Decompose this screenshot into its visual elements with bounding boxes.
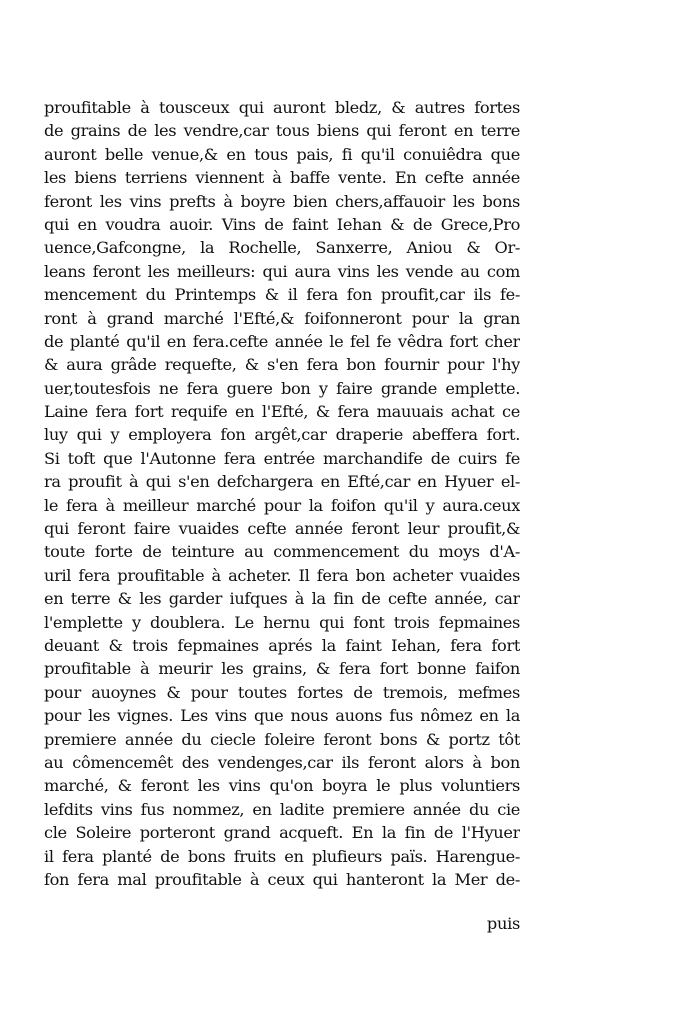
text-line: les biens terriens viennent à baffe vente. En cefte année	[44, 168, 520, 188]
text-line: il fera planté de bons fruits en plufieurs païs. Harengue-	[44, 846, 520, 866]
text-line: premiere année du ciecle foleire feront bons & portz tôt	[44, 729, 520, 749]
text-line: qui en voudra auoir. Vins de faint Iehan & de Grece,Pro	[44, 214, 520, 234]
text-line: cle Soleire porteront grand acqueft. En la fin de l'Hyuer	[44, 823, 520, 843]
text-line: uril fera proufitable à acheter. Il fera bon acheter vuaides	[44, 565, 520, 585]
text-line: Laine fera fort requife en l'Efté, & fera mauuais achat ce	[44, 402, 520, 422]
text-line: qui feront faire vuaides cefte année feront leur proufit,&	[44, 519, 520, 539]
text-line: mencement du Printemps & il fera fon proufit,car ils fe-	[44, 285, 520, 305]
text-line: deuant & trois fepmaines aprés la faint Iehan, fera fort	[44, 635, 520, 655]
text-line: au cômencemêt des vendenges,car ils feront alors à bon	[44, 752, 520, 772]
text-line: ra proufit à qui s'en defchargera en Efté,car en Hyuer el-	[44, 472, 520, 492]
text-line: pour auoynes & pour toutes fortes de tremois, mefmes	[44, 682, 520, 702]
text-line: en terre & les garder iufques à la fin de cefte année, car	[44, 589, 520, 609]
text-line: proufitable à meurir les grains, & fera fort bonne faifon	[44, 659, 520, 679]
text-line: proufitable à tousceux qui auront bledz, & autres fortes	[44, 98, 520, 117]
catchword: puis	[486, 914, 520, 933]
text-line: pour les vignes. Les vins que nous auons fus nômez en la	[44, 706, 520, 726]
text-line: feront les vins prefts à boyre bien chers,affauoir les bons	[44, 191, 520, 211]
text-line: auront belle venue,& en tous pais, fi qu'il conuiêdra que	[44, 144, 520, 164]
text-line: luy qui y employera fon argêt,car draperie abeffera fort.	[44, 425, 520, 445]
text-line: de planté qu'il en fera.cefte année le fel fe vêdra fort cher	[44, 331, 520, 351]
text-line: de grains de les vendre,car tous biens qui feront en terre	[44, 121, 520, 141]
text-line: le fera à meilleur marché pour la foifon qu'il y aura.ceux	[44, 495, 520, 515]
text-line: lefdits vins fus nommez, en ladite premiere année du cie	[44, 799, 520, 819]
text-line: leans feront les meilleurs: qui aura vins les vende au com	[44, 261, 520, 281]
text-line: Si toft que l'Autonne fera entrée marchandife de cuirs fe	[44, 448, 520, 468]
text-line: marché, & feront les vins qu'on boyra le plus voluntiers	[44, 776, 520, 796]
body-text	[44, 96, 520, 891]
text-line: uence,Gafcongne, la Rochelle, Sanxerre, Aniou & Or-	[44, 238, 520, 258]
text-line: fon fera mal proufitable à ceux qui hanteront la Mer de-	[44, 869, 520, 889]
text-line: ront à grand marché l'Efté,& foifonneront pour la gran	[44, 308, 520, 328]
text-line: toute forte de teinture au commencement du moys d'A-	[44, 542, 520, 562]
text-line: & aura grâde requefte, & s'en fera bon fournir pour l'hy	[44, 355, 520, 375]
text-line: uer,toutesfois ne fera guere bon y faire grande emplette.	[44, 378, 520, 398]
text-line: l'emplette y doublera. Le hernu qui font trois fepmaines	[44, 612, 520, 632]
